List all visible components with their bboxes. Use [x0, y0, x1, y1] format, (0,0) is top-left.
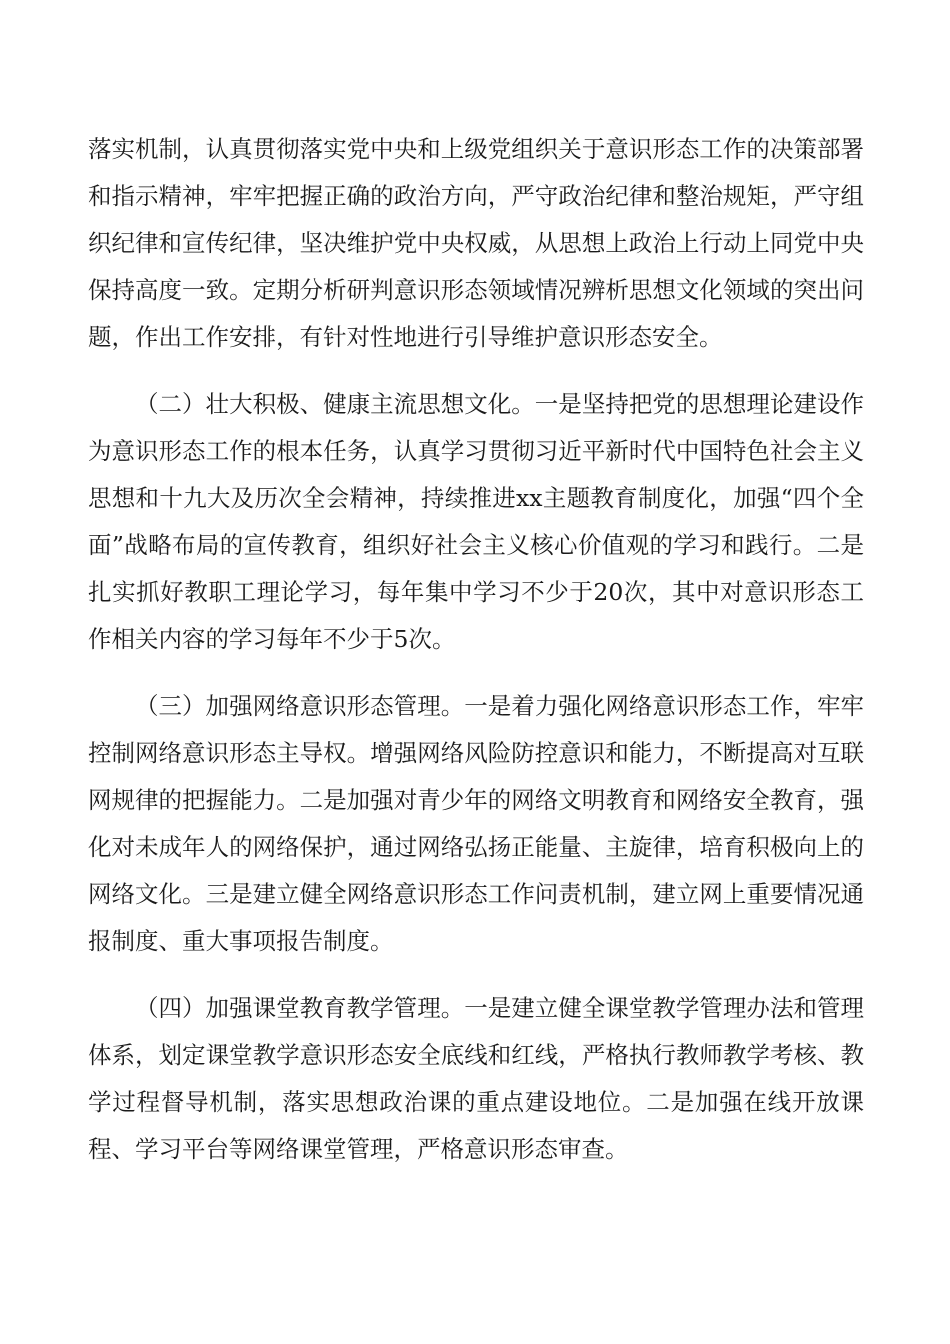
paragraph-section-4: （四）加强课堂教育教学管理。一是建立健全课堂教学管理办法和管理体系，划定课堂教学意识形态安全底线和红线，严格执行教师教学考核、教学过程督导机制，落实思想政治课的重点建设地位。二是加强在线开放课程、学习平台等网络课堂管理，严格意识形态审查。 — [88, 994, 864, 1163]
paragraph-section-3: （三）加强网络意识形态管理。一是着力强化网络意识形态工作，牢牢控制网络意识形态主导权。增强网络风险防控意识和能力，不断提高对互联网规律的把握能力。二是加强对青少年的网络文明教育和网络安全教育，强化对未成年人的网络保护，通过网络弘扬正能量、主旋律，培育积极向上的网络文化。三是建立健全网络意识形态工作问责机制，建立网上重要情况通报制度、重大事项报告制度。 — [88, 692, 864, 955]
paragraph-section-2: （二）壮大积极、健康主流思想文化。一是坚持把党的思想理论建设作为意识形态工作的根本任务，认真学习贯彻习近平新时代中国特色社会主义思想和十九大及历次全会精神，持续推进xx主题教育制度化，加强“四个全面”战略布局的宣传教育，组织好社会主义核心价值观的学习和践行。二是扎实抓好教职工理论学习，每年集中学习不少于20次，其中对意识形态工作相关内容的学习每年不少于5次。 — [88, 390, 864, 653]
document-body — [88, 126, 864, 1173]
paragraph-continuation: 落实机制，认真贯彻落实党中央和上级党组织关于意识形态工作的决策部署和指示精神，牢牢把握正确的政治方向，严守政治纪律和整治规矩，严守组织纪律和宣传纪律，坚决维护党中央权威，从思想上政治上行动上同党中央保持高度一致。定期分析研判意识形态领域情况辨析思想文化领域的突出问题，作出工作安排，有针对性地进行引导维护意识形态安全。 — [88, 135, 864, 351]
